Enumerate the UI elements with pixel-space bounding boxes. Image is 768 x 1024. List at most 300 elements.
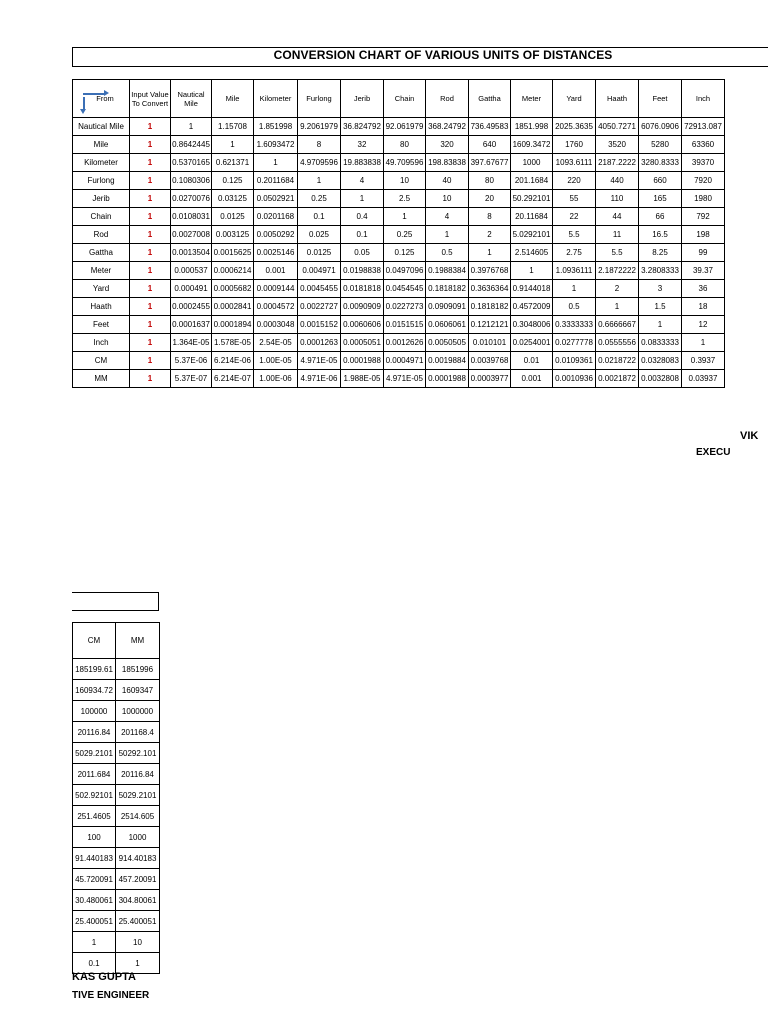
input-value-cell: 1: [130, 226, 171, 244]
table-cell: 0.0015625: [212, 244, 254, 262]
table-cell: 4.9709596: [298, 154, 341, 172]
table-cell: 2: [469, 226, 511, 244]
table-cell: 39.37: [682, 262, 725, 280]
table-cell: 0.010101: [469, 334, 511, 352]
row-unit-label: Jerib: [73, 190, 130, 208]
table-row: [73, 190, 725, 208]
table-cell: 0.3048006: [511, 316, 553, 334]
table-cell: 198: [682, 226, 725, 244]
table-cell: 5029.2101: [73, 743, 116, 764]
table-cell: 25.400051: [116, 911, 160, 932]
input-value-cell: 1: [130, 136, 171, 154]
input-value-cell: 1: [130, 334, 171, 352]
table-cell: 0.0050505: [426, 334, 469, 352]
table-cell: 92.061979: [384, 118, 426, 136]
row-unit-label: Nautical Mile: [73, 118, 130, 136]
table-cell: 8: [469, 208, 511, 226]
input-value-cell: 1: [130, 352, 171, 370]
table-cell: 0.0032808: [639, 370, 682, 388]
table-cell: 80: [384, 136, 426, 154]
table-cell: 18: [682, 298, 725, 316]
table-cell: 0.0001637: [171, 316, 212, 334]
cm-mm-table-header: [73, 623, 160, 659]
table-cell: 4.971E-05: [298, 352, 341, 370]
table-cell: 4.971E-05: [384, 370, 426, 388]
table-cell: 50292.101: [116, 743, 160, 764]
table-cell: 8: [298, 136, 341, 154]
table-cell: 20116.84: [116, 764, 160, 785]
row-unit-label: Furlong: [73, 172, 130, 190]
table-cell: 0.0001988: [426, 370, 469, 388]
table-row: [73, 316, 725, 334]
table-cell: 0.000491: [171, 280, 212, 298]
table-cell: 20.11684: [511, 208, 553, 226]
table-cell: 0.0254001: [511, 334, 553, 352]
table-row: [73, 827, 160, 848]
table-cell: 0.0270076: [171, 190, 212, 208]
table-cell: 320: [426, 136, 469, 154]
table-cell: 5.37E-06: [171, 352, 212, 370]
table-cell: 1760: [553, 136, 596, 154]
table-row: [73, 911, 160, 932]
table-cell: 1851.998: [511, 118, 553, 136]
table-cell: 0.9144018: [511, 280, 553, 298]
table-cell: 30.480061: [73, 890, 116, 911]
table-cell: 8.25: [639, 244, 682, 262]
table-cell: 0.0227273: [384, 298, 426, 316]
table-cell: 0.0005051: [341, 334, 384, 352]
table-cell: 1: [73, 932, 116, 953]
row-unit-label: Meter: [73, 262, 130, 280]
table-row: [73, 352, 725, 370]
table-cell: 0.0002841: [212, 298, 254, 316]
table-row: [73, 280, 725, 298]
table-cell: 0.0108031: [171, 208, 212, 226]
table-cell: 2: [596, 280, 639, 298]
table-row: [73, 743, 160, 764]
table-cell: 44: [596, 208, 639, 226]
signature-name-bottom: KAS GUPTA: [72, 971, 136, 983]
table-cell: 914.40183: [116, 848, 160, 869]
table-cell: 2.514605: [511, 244, 553, 262]
table-cell: 1609.3472: [511, 136, 553, 154]
table-cell: 792: [682, 208, 725, 226]
table-cell: 0.1: [73, 953, 116, 974]
table-row: [73, 244, 725, 262]
table-cell: 0.0004572: [254, 298, 298, 316]
table-cell: 0.0181818: [341, 280, 384, 298]
table-cell: 1.6093472: [254, 136, 298, 154]
table-cell: 0.01: [511, 352, 553, 370]
table-cell: 0.0151515: [384, 316, 426, 334]
table-row: [73, 890, 160, 911]
table-cell: 397.67677: [469, 154, 511, 172]
header-haath: Haath: [596, 80, 639, 118]
table-row: [73, 932, 160, 953]
table-cell: 4: [341, 172, 384, 190]
table-cell: 0.1988384: [426, 262, 469, 280]
table-cell: 2.5: [384, 190, 426, 208]
table-cell: 0.125: [212, 172, 254, 190]
table-cell: 0.004971: [298, 262, 341, 280]
table-cell: 0.5: [553, 298, 596, 316]
table-cell: 0.0003048: [254, 316, 298, 334]
table-cell: 1609347: [116, 680, 160, 701]
table-cell: 201.1684: [511, 172, 553, 190]
table-cell: 0.0025146: [254, 244, 298, 262]
second-table-title-box: [72, 592, 159, 611]
table-cell: 1000: [116, 827, 160, 848]
table-cell: 0.0090909: [341, 298, 384, 316]
table-cell: 0.001: [511, 370, 553, 388]
table-cell: 0.4: [341, 208, 384, 226]
table-cell: 0.0010936: [553, 370, 596, 388]
header-jerib: Jerib: [341, 80, 384, 118]
table-cell: 0.0050292: [254, 226, 298, 244]
table-cell: 0.0006214: [212, 262, 254, 280]
table-cell: 10: [384, 172, 426, 190]
input-value-cell: 1: [130, 118, 171, 136]
table-cell: 736.49583: [469, 118, 511, 136]
table-cell: 0.0003977: [469, 370, 511, 388]
table-cell: 1.851998: [254, 118, 298, 136]
table-row: [73, 659, 160, 680]
table-cell: 3: [639, 280, 682, 298]
table-cell: 3.2808333: [639, 262, 682, 280]
table-cell: 0.1: [341, 226, 384, 244]
table-cell: 32: [341, 136, 384, 154]
table-cell: 0.0021872: [596, 370, 639, 388]
table-cell: 1000: [511, 154, 553, 172]
table-cell: 1.00E-05: [254, 352, 298, 370]
table-cell: 9.2061979: [298, 118, 341, 136]
from-header: [73, 80, 130, 118]
table-cell: 4: [426, 208, 469, 226]
input-value-cell: 1: [130, 370, 171, 388]
input-value-cell: 1: [130, 172, 171, 190]
input-value-cell: 1: [130, 244, 171, 262]
table-cell: 0.8642445: [171, 136, 212, 154]
table-cell: 25.400051: [73, 911, 116, 932]
table-cell: 0.0833333: [639, 334, 682, 352]
right-arrow-icon: [83, 93, 105, 95]
page-title: CONVERSION CHART OF VARIOUS UNITS OF DISTANCES: [273, 48, 613, 62]
table-cell: 0.5: [426, 244, 469, 262]
header-mile: Mile: [212, 80, 254, 118]
table-cell: 110: [596, 190, 639, 208]
table-cell: 0.0009144: [254, 280, 298, 298]
table-cell: 6.214E-07: [212, 370, 254, 388]
table-cell: 0.03125: [212, 190, 254, 208]
table-cell: 5280: [639, 136, 682, 154]
input-value-cell: 1: [130, 298, 171, 316]
table-cell: 0.0125: [212, 208, 254, 226]
table-cell: 22: [553, 208, 596, 226]
table-cell: 0.25: [384, 226, 426, 244]
header-mm: MM: [116, 623, 160, 659]
table-row: [73, 370, 725, 388]
table-row: [73, 869, 160, 890]
table-cell: 0.001: [254, 262, 298, 280]
table-cell: 0.05: [341, 244, 384, 262]
table-cell: 1: [469, 244, 511, 262]
table-cell: 165: [639, 190, 682, 208]
table-cell: 0.0201168: [254, 208, 298, 226]
table-cell: 0.0015152: [298, 316, 341, 334]
table-cell: 220: [553, 172, 596, 190]
table-cell: 0.0002455: [171, 298, 212, 316]
cm-mm-table: [72, 622, 160, 974]
input-value-cell: 1: [130, 208, 171, 226]
table-cell: 2514.605: [116, 806, 160, 827]
table-cell: 16.5: [639, 226, 682, 244]
table-cell: 1.988E-05: [341, 370, 384, 388]
row-unit-label: Haath: [73, 298, 130, 316]
table-cell: 4.971E-06: [298, 370, 341, 388]
table-cell: 0.0502921: [254, 190, 298, 208]
table-cell: 0.0001263: [298, 334, 341, 352]
table-cell: 660: [639, 172, 682, 190]
table-row: [73, 785, 160, 806]
table-row: [73, 848, 160, 869]
row-unit-label: Mile: [73, 136, 130, 154]
header-feet: Feet: [639, 80, 682, 118]
table-cell: 1000000: [116, 701, 160, 722]
table-cell: 1: [384, 208, 426, 226]
input-value-cell: 1: [130, 316, 171, 334]
table-cell: 640: [469, 136, 511, 154]
table-row: [73, 722, 160, 743]
table-cell: 36: [682, 280, 725, 298]
from-label: From: [96, 94, 114, 103]
header-chain: Chain: [384, 80, 426, 118]
table-cell: 19.883838: [341, 154, 384, 172]
table-cell: 10: [116, 932, 160, 953]
table-cell: 198.83838: [426, 154, 469, 172]
table-cell: 39370: [682, 154, 725, 172]
table-row: [73, 701, 160, 722]
table-row: [73, 208, 725, 226]
table-cell: 1980: [682, 190, 725, 208]
table-cell: 2025.3635: [553, 118, 596, 136]
table-cell: 0.1: [298, 208, 341, 226]
table-cell: 12: [682, 316, 725, 334]
table-cell: 0.0198838: [341, 262, 384, 280]
header-cm: CM: [73, 623, 116, 659]
header-rod: Rod: [426, 80, 469, 118]
table-cell: 49.709596: [384, 154, 426, 172]
table-cell: 0.0045455: [298, 280, 341, 298]
table-cell: 0.0277778: [553, 334, 596, 352]
table-row: [73, 226, 725, 244]
table-cell: 63360: [682, 136, 725, 154]
header-inch: Inch: [682, 80, 725, 118]
table-cell: 6076.0906: [639, 118, 682, 136]
table-cell: 0.0328083: [639, 352, 682, 370]
table-cell: 2187.2222: [596, 154, 639, 172]
table-cell: 45.720091: [73, 869, 116, 890]
table-cell: 0.0909091: [426, 298, 469, 316]
row-unit-label: Kilometer: [73, 154, 130, 172]
table-cell: 0.0125: [298, 244, 341, 262]
table-cell: 0.0019884: [426, 352, 469, 370]
table-cell: 1.5: [639, 298, 682, 316]
table-cell: 55: [553, 190, 596, 208]
table-row: [73, 298, 725, 316]
signature-title-top: EXECU: [696, 447, 731, 458]
table-row: [73, 136, 725, 154]
table-cell: 0.0022727: [298, 298, 341, 316]
table-cell: 1.15708: [212, 118, 254, 136]
table-cell: 0.1212121: [469, 316, 511, 334]
table-row: [73, 154, 725, 172]
table-cell: 0.0497096: [384, 262, 426, 280]
table-cell: 1: [639, 316, 682, 334]
table-cell: 6.214E-06: [212, 352, 254, 370]
table-cell: 100000: [73, 701, 116, 722]
table-cell: 0.003125: [212, 226, 254, 244]
table-cell: 0.1818182: [469, 298, 511, 316]
table-cell: 2.54E-05: [254, 334, 298, 352]
table-cell: 0.3333333: [553, 316, 596, 334]
input-value-cell: 1: [130, 262, 171, 280]
table-cell: 10: [426, 190, 469, 208]
header-nautical-mile: Nautical Mile: [171, 80, 212, 118]
table-cell: 502.92101: [73, 785, 116, 806]
table-cell: 0.0013504: [171, 244, 212, 262]
table-cell: 0.125: [384, 244, 426, 262]
header-meter: Meter: [511, 80, 553, 118]
table-cell: 72913.087: [682, 118, 725, 136]
table-cell: 1: [511, 262, 553, 280]
input-value-cell: 1: [130, 154, 171, 172]
table-cell: 20: [469, 190, 511, 208]
table-cell: 0.1080306: [171, 172, 212, 190]
table-cell: 1: [212, 136, 254, 154]
table-cell: 0.0027008: [171, 226, 212, 244]
table-cell: 1.0936111: [553, 262, 596, 280]
table-cell: 1: [426, 226, 469, 244]
table-cell: 2011.684: [73, 764, 116, 785]
table-cell: 4050.7271: [596, 118, 639, 136]
table-cell: 1: [553, 280, 596, 298]
table-cell: 0.0012626: [384, 334, 426, 352]
table-cell: 7920: [682, 172, 725, 190]
header-yard: Yard: [553, 80, 596, 118]
row-unit-label: MM: [73, 370, 130, 388]
table-cell: 3280.8333: [639, 154, 682, 172]
table-cell: 1: [116, 953, 160, 974]
table-cell: 0.0060606: [341, 316, 384, 334]
table-cell: 5.5: [596, 244, 639, 262]
table-cell: 5029.2101: [116, 785, 160, 806]
conversion-table-header: [73, 80, 725, 118]
row-unit-label: Yard: [73, 280, 130, 298]
table-cell: 0.0004971: [384, 352, 426, 370]
table-cell: 5.5: [553, 226, 596, 244]
table-cell: 1.00E-06: [254, 370, 298, 388]
table-cell: 1: [596, 298, 639, 316]
table-cell: 80: [469, 172, 511, 190]
table-cell: 1.578E-05: [212, 334, 254, 352]
row-unit-label: Inch: [73, 334, 130, 352]
table-cell: 0.03937: [682, 370, 725, 388]
table-cell: 1851996: [116, 659, 160, 680]
table-cell: 0.0555556: [596, 334, 639, 352]
down-arrow-icon: [83, 97, 85, 110]
table-cell: 1: [171, 118, 212, 136]
table-cell: 251.4605: [73, 806, 116, 827]
header-furlong: Furlong: [298, 80, 341, 118]
table-cell: 40: [426, 172, 469, 190]
row-unit-label: Chain: [73, 208, 130, 226]
table-cell: 0.000537: [171, 262, 212, 280]
table-cell: 5.37E-07: [171, 370, 212, 388]
table-cell: 160934.72: [73, 680, 116, 701]
table-cell: 0.0001988: [341, 352, 384, 370]
table-cell: 5.0292101: [511, 226, 553, 244]
table-cell: 0.0039768: [469, 352, 511, 370]
table-cell: 0.25: [298, 190, 341, 208]
table-cell: 0.3976768: [469, 262, 511, 280]
table-cell: 11: [596, 226, 639, 244]
table-cell: 368.24792: [426, 118, 469, 136]
table-cell: 0.5370165: [171, 154, 212, 172]
table-cell: 99: [682, 244, 725, 262]
table-row: [73, 680, 160, 701]
table-row: [73, 334, 725, 352]
header-kilometer: Kilometer: [254, 80, 298, 118]
table-cell: 0.0001894: [212, 316, 254, 334]
table-cell: 201168.4: [116, 722, 160, 743]
input-value-cell: 1: [130, 190, 171, 208]
table-cell: 0.0005682: [212, 280, 254, 298]
table-cell: 0.1818182: [426, 280, 469, 298]
table-row: [73, 262, 725, 280]
table-cell: 457.20091: [116, 869, 160, 890]
table-cell: 440: [596, 172, 639, 190]
table-row: [73, 764, 160, 785]
table-cell: 0.6666667: [596, 316, 639, 334]
table-cell: 3520: [596, 136, 639, 154]
table-cell: 91.440183: [73, 848, 116, 869]
table-cell: 1.364E-05: [171, 334, 212, 352]
table-cell: 1093.6111: [553, 154, 596, 172]
table-cell: 36.824792: [341, 118, 384, 136]
table-row: [73, 118, 725, 136]
table-cell: 20116.84: [73, 722, 116, 743]
input-value-cell: 1: [130, 280, 171, 298]
table-cell: 0.3636364: [469, 280, 511, 298]
table-cell: 0.3937: [682, 352, 725, 370]
header-gattha: Gattha: [469, 80, 511, 118]
header-input-value: Input Value To Convert: [130, 80, 171, 118]
table-cell: 0.0606061: [426, 316, 469, 334]
signature-name-top: VIK: [740, 430, 759, 442]
table-cell: 1: [254, 154, 298, 172]
table-cell: 0.0109361: [553, 352, 596, 370]
row-unit-label: Feet: [73, 316, 130, 334]
table-cell: 304.80061: [116, 890, 160, 911]
table-row: [73, 172, 725, 190]
table-cell: 100: [73, 827, 116, 848]
row-unit-label: Gattha: [73, 244, 130, 262]
table-cell: 0.0218722: [596, 352, 639, 370]
table-cell: 66: [639, 208, 682, 226]
table-cell: 2.1872222: [596, 262, 639, 280]
table-cell: 1: [298, 172, 341, 190]
signature-title-bottom: TIVE ENGINEER: [72, 990, 150, 1001]
